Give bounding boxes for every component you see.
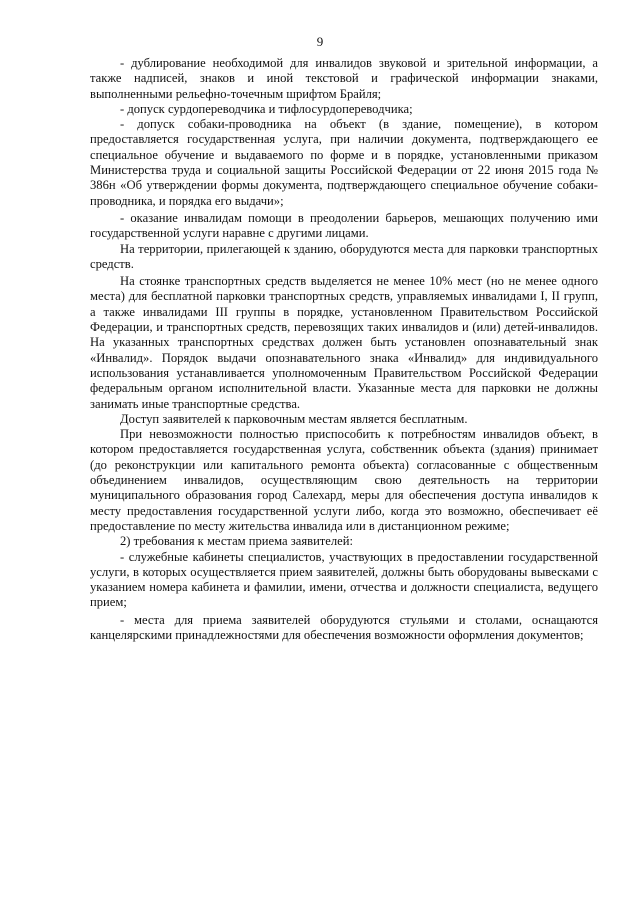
paragraph-reception-requirements: 2) требования к местам приема заявителей:	[120, 534, 354, 549]
paragraph-guide-dog: - допуск собаки-проводника на объект (в здание, помещение), в котором предоставляется государственная услуга, при наличии документа, подтверждающего ее специальное обучение и выдаваемого по форме и в порядке, установленными приказом Министерства труда и социальной защиты Российской Федерации от 22 июня 2015 года № 386н «Об утверждении формы документа, подтверждающего специальное обучение собаки-проводника, и порядка его выдачи»;	[90, 117, 598, 208]
paragraph-braille-duplication: - дублирование необходимой для инвалидов звуковой и зрительной информации, а также надписей, знаков и иной текстовой и графической информации знаками, выполненными рельефно-точечным шрифтом Брайля;	[90, 56, 598, 101]
paragraph-office-signage: - служебные кабинеты специалистов, участвующих в предоставлении государственной услуги, в которых осуществляется прием заявителей, должны быть оборудованы вывесками с указанием номера кабинета и фамилии, имени, отчества и должности специалиста, ведущего прием;	[90, 549, 598, 610]
paragraph-free-parking: Доступ заявителей к парковочным местам является бесплатным.	[120, 411, 468, 426]
paragraph-parking-territory: На территории, прилегающей к зданию, оборудуются места для парковки транспортных средств.	[90, 241, 598, 271]
paragraph-accessibility-measures: При невозможности полностью приспособить к потребностям инвалидов объект, в котором предоставляется государственная услуга, собственник объекта (здания) принимает (до реконструкции или капитального ремонта объекта) согласованные с общественным объединением инвалидов, осуществляющим свою деятельность на территории муниципального образования город Салехард, меры для обеспечения доступа инвалидов к месту предоставления государственной услуги либо, когда это возможно, обеспечивает её предоставление по месту жительства инвалида или в дистанционном режиме;	[90, 427, 598, 533]
paragraph-parking-spaces: На стоянке транспортных средств выделяется не менее 10% мест (но не менее одного места) для бесплатной парковки транспортных средств, управляемых инвалидами I, II групп, а также инвалидами III группы в порядке, установленном Правительством Российской Федерации, и транспортных средств, перевозящих таких инвалидов и (или) детей-инвалидов. На указанных транспортных средствах должен быть установлен опознавательный знак «Инвалид». Порядок выдачи опознавательного знака «Инвалид» для индивидуального использования устанавливается уполномоченным Правительством Российской Федерации федеральным органом исполнительной власти. Указанные места для парковки не должны занимать иные транспортные средства.	[90, 274, 598, 411]
paragraph-sign-interpreter: - допуск сурдопереводчика и тифлосурдопереводчика;	[120, 101, 413, 116]
document-body	[90, 56, 598, 643]
page-number: 9	[316, 34, 324, 49]
paragraph-barrier-assistance: - оказание инвалидам помощи в преодолении барьеров, мешающих получению ими государственной услуги наравне с другими лицами.	[90, 210, 598, 241]
paragraph-reception-furniture: - места для приема заявителей оборудуются стульями и столами, оснащаются канцелярскими принадлежностями для обеспечения возможности оформления документов;	[90, 612, 598, 642]
